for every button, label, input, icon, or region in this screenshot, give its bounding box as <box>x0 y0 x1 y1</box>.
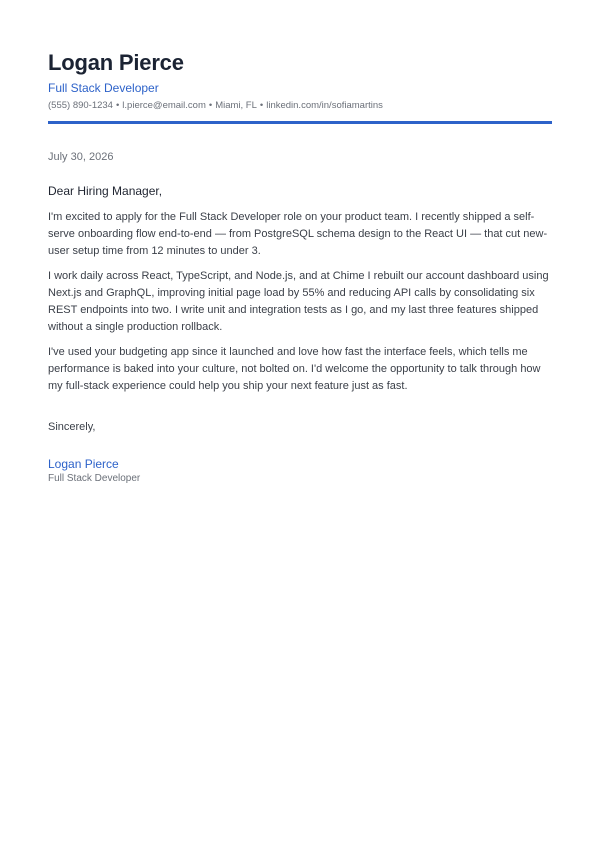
contact-line <box>48 99 552 112</box>
applicant-title: Full Stack Developer <box>48 81 159 95</box>
contact-phone: (555) 890-1234 <box>48 100 113 111</box>
signature-name: Logan Pierce <box>48 457 119 471</box>
contact-separator: • <box>259 100 264 111</box>
salutation: Dear Hiring Manager, <box>48 184 163 198</box>
contact-email: l.pierce@email.com <box>122 100 206 111</box>
contact-location: Miami, FL <box>215 100 257 111</box>
letter-header <box>48 49 552 124</box>
body-paragraph: I'm excited to apply for the Full Stack Developer role on your product team. I recently shipped a self-serve onboarding flow end-to-end — from PostgreSQL schema design to the React UI — that cut new-user setup time from 12 minutes to under 3. <box>48 211 548 257</box>
body-paragraph: I've used your budgeting app since it launched and love how fast the interface feels, which tells me performance is baked into your culture, not bolted on. I'd welcome the opportunity to talk through how my full-stack experience could help you ship your next feature just as fast. <box>48 346 541 392</box>
letter-date: July 30, 2026 <box>48 151 114 163</box>
contact-linkedin: linkedin.com/in/sofiamartins <box>266 100 383 111</box>
contact-separator: • <box>115 100 120 111</box>
applicant-name: Logan Pierce <box>48 50 184 75</box>
closing: Sincerely, <box>48 421 96 433</box>
body-paragraph: I work daily across React, TypeScript, and Node.js, and at Chime I rebuilt our account dashboard using Next.js and GraphQL, improving initial page load by 55% and reducing API calls by consolidating six REST endpoints into two. I write unit and integration tests as I go, and my last three features shipped without a single production rollback. <box>48 270 549 333</box>
signature-title: Full Stack Developer <box>48 473 141 484</box>
contact-separator: • <box>208 100 213 111</box>
header-divider <box>48 121 552 124</box>
